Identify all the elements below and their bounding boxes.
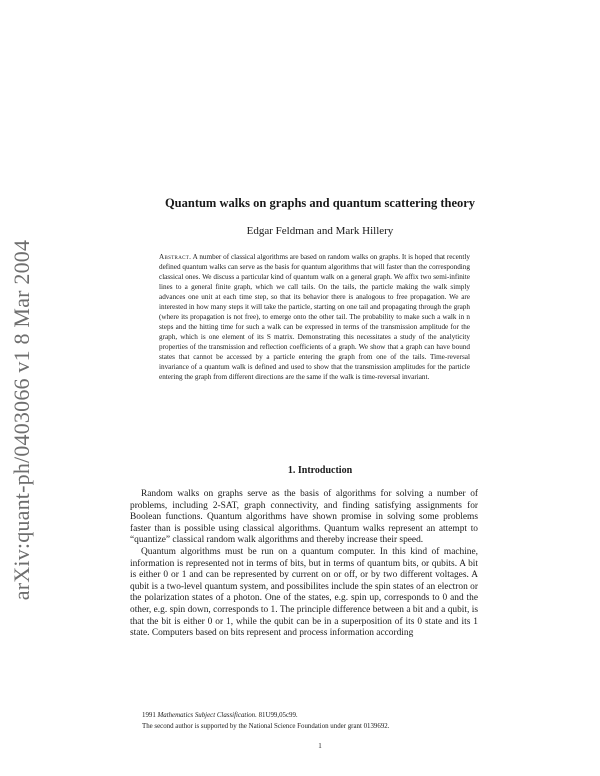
abstract-label: Abstract. (159, 253, 192, 261)
footnote-msc-codes: 81U99,05c99. (258, 712, 298, 719)
arxiv-identifier-stamp (2, 195, 42, 645)
paragraph: Quantum algorithms must be run on a quantum computer. In this kind of machine, information is represented not in terms of bits, but in terms of quantum bits, or qubits. A bit is either 0 or 1 and can be represented by current on or off, or by two different voltages. A qubit is a two-level quantum system, and possibilites include the spin states of an electron or the polarization states of a photon. One of the states, e.g. spin up, corresponds to 0 and the other, e.g. spin down, corresponds to 1. The principle difference between a bit and a qubit, is that the bit is either 0 or 1, while the qubit can be in a superposition of its 0 state and its 1 state. Computers based on bits represent and process information according (130, 546, 478, 639)
paragraph: Random walks on graphs serve as the basis of algorithms for solving a number of problems, including 2-SAT, graph connectivity, and finding satisfying assignments for Boolean functions. Quantum algorithms have shown promise in solving some problems faster than is possible using classical algorithms. Quantum walks represent an attempt to “quantize” classical random walk algorithms and thereby increase their speed. (130, 489, 478, 546)
abstract-text: A number of classical algorithms are based on random walks on graphs. It is hoped that recently defined quantum walks can serve as the basis for quantum algorithms that will faster than the corresponding classical ones. We discuss a particular kind of quantum walk on a general graph. We affix two semi-infinite lines to a general finite graph, which we call tails. On the tails, the particle making the walk simply advances one unit at each time step, so that its behavior there is analogous to free propagation. We are interested in how many steps it will take the particle, starting on one tail and propagating through the graph (where its propagation is not free), to emerge onto the other tail. The probability to make such a walk in n steps and the hitting time for such a walk can be expressed in terms of the transmission amplitude for the graph, which is one element of its S matrix. Demonstrating this necessitates a study of the analyticity properties of the transmission and reflection coefficients of a graph. We show that a graph can have bound states that cannot be accessed by a particle entering the graph from one of the tails. Time-reversal invariance of a quantum walk is defined and used to show that the transmission amplitudes for the particle entering the graph from different directions are the same if the walk is time-reversal invariant. (159, 253, 470, 381)
abstract-block (159, 252, 470, 382)
paper-title: Quantum walks on graphs and quantum scattering theory (164, 196, 476, 210)
footnote-msc-label: Mathematics Subject Classification. (157, 712, 257, 719)
footnote-msc-year: 1991 (142, 712, 156, 719)
arxiv-identifier-text: arXiv:quant-ph/0403066 v1 8 Mar 2004 (9, 239, 34, 601)
section-heading-introduction: 1. Introduction (287, 465, 353, 476)
footnote-msc (130, 711, 478, 722)
footnote-support: The second author is supported by the National Science Foundation under grant 0139692. (142, 722, 390, 730)
introduction-body (130, 489, 478, 640)
footnotes (130, 711, 478, 732)
paper-authors: Edgar Feldman and Mark Hillery (246, 225, 394, 237)
page-number: 1 (318, 742, 322, 750)
